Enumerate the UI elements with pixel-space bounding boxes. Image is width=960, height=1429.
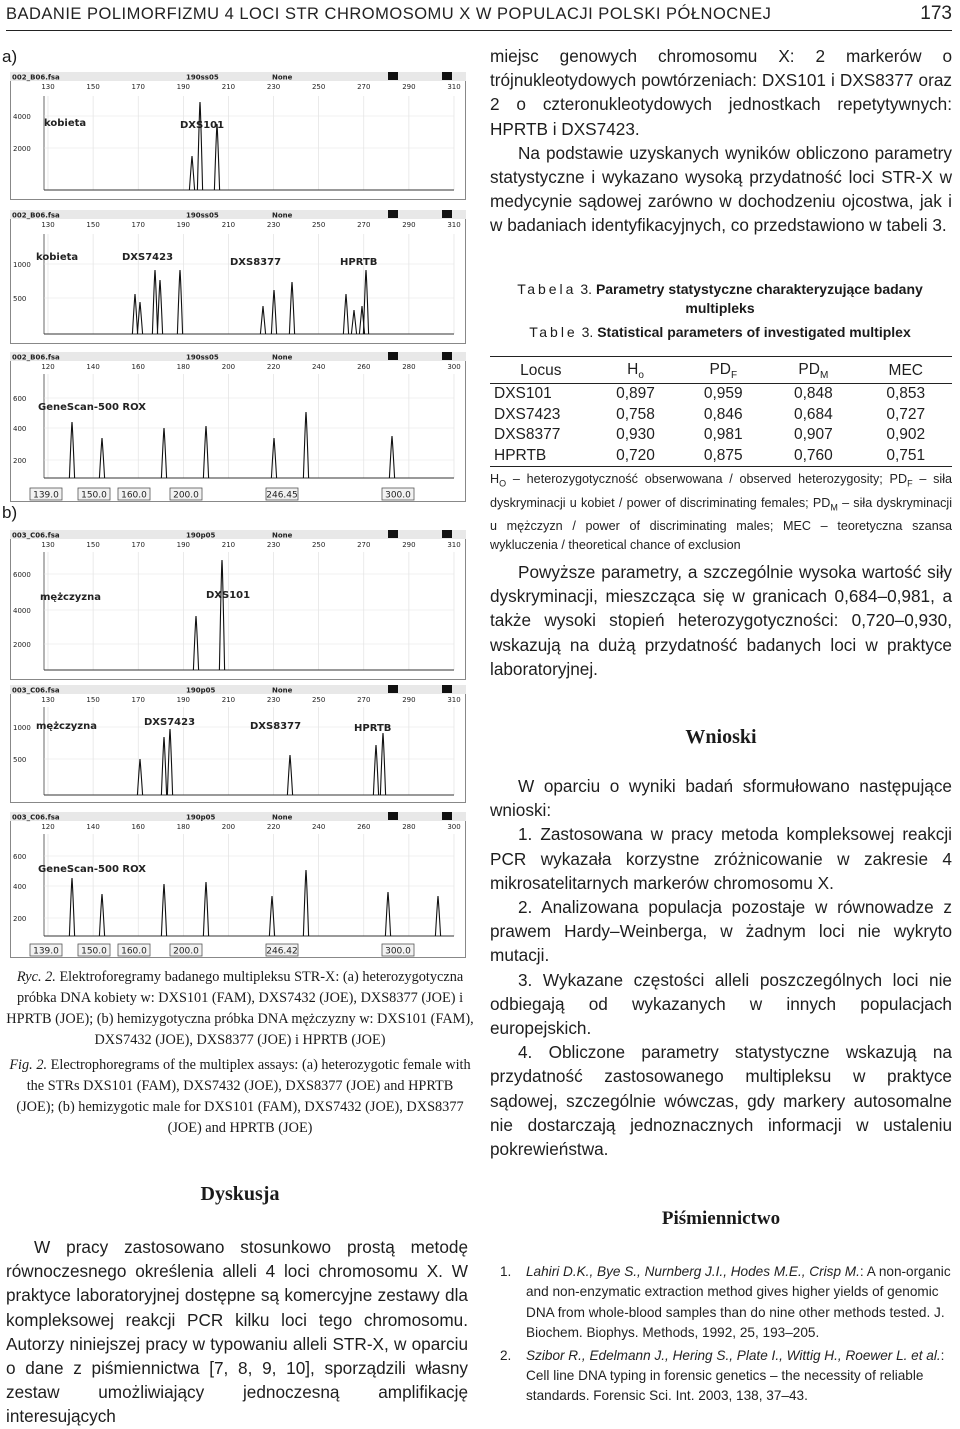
x-tick-label: 310 [447,541,461,549]
x-tick-label: 290 [402,221,416,229]
x-tick-label: 290 [402,541,416,549]
x-tick-label: 310 [447,83,461,91]
locus-label: DXS7423 [144,717,196,728]
page-header [6,0,952,31]
locus-label: GeneScan-500 ROX [38,864,146,875]
x-tick-label: 300 [447,363,461,371]
table-header-row [490,357,952,384]
y-tick-label: 200 [13,915,27,923]
y-tick-label: 600 [13,853,27,861]
panel-run-id: 190p05 [186,531,216,540]
y-tick-label: 400 [13,425,27,433]
y-tick-label: 1000 [13,261,31,269]
y-tick-label: 4000 [13,607,31,615]
x-tick-label: 310 [447,221,461,229]
locus-label: mężczyzna [36,721,97,732]
x-tick-label: 170 [131,221,145,229]
section-title-wnioski: Wnioski [685,726,757,748]
reference-list [494,1262,956,1409]
paragraph-statistics: Na podstawie uzyskanych wyników obliczono parametry statystyczne i wykazano wysoką przydatność loci STR-X w medycynie sądowej zarówno w dochodzeniu ojcostwa, jak i w badaniach identyfikacyjnych, co przedstawiono w tabeli 3. [490,142,952,236]
x-tick-label: 230 [266,83,281,91]
panel-frame [11,353,466,502]
list-item: 3. Wykazane częstości alleli poszczególnych loci nie odbiegają od wykazanych w innych populacjach europejskich. [490,969,952,1039]
section-title-references: Piśmiennictwo [661,1208,781,1229]
x-tick-label: 260 [357,363,371,371]
locus-label: HPRTB [354,723,392,734]
caption-pl-lead: Ryc. 2. [16,969,56,985]
fragment-size-label: 139.0 [33,490,59,501]
col-mec: MEC [860,357,952,384]
color-marker-square [442,530,452,538]
x-tick-label: 190 [176,83,191,91]
right-column-text [490,44,952,238]
x-tick-label: 140 [86,363,100,371]
panel-frame [11,686,466,803]
y-tick-label: 4000 [13,113,31,121]
locus-label: HPRTB [340,257,378,268]
color-marker-square [442,210,452,218]
locus-label: kobieta [36,252,79,263]
x-tick-label: 170 [131,83,145,91]
panel-run-id: 190p05 [186,813,216,822]
list-item: 4. Obliczone parametry statystyczne wskazują na przydatność zastosowanego multipleksu w praktyce sądowej, szczególnie wówczas, gdy markery autosomalne nie dostarczają jednoznacznych informacji w ustaleniu pokrewieństwa. [490,1042,952,1160]
caption-en-lead: Fig. 2. [9,1057,48,1073]
col-ho: $H_o$ [592,357,680,384]
x-tick-label: 150 [86,83,100,91]
locus-label: DXS7423 [122,252,174,263]
caption-pl-text: Elektroforegramy badanego multipleksu STR-X: (a) heterozygotyczna próbka DNA kobiety w: DXS101 (FAM), DXS7432 (JOE), DXS8377 (JOE) i HPRTB (JOE); (b) hemizygotyczna próbka DNA mężczyzny w: DXS101 (FAM), DXS7432 (JOE), DXS8377 (JOE) i HPRTB (JOE) [6,969,474,1048]
locus-label: DXS101 [180,120,225,131]
y-tick-label: 6000 [13,571,31,579]
col-locus: Locus [490,357,592,384]
reference-item: 2. Szibor R., Edelmann J., Hering S., Plate I., Wittig H., Roewer L. et al.: Cell line DNA typing in forensic genetics – the necessity of reliable standards. Forensic Sci. Int. 2003, 138, 37–43. [500,1347,945,1404]
y-tick-label: 400 [13,883,27,891]
x-tick-label: 310 [447,696,461,704]
x-tick-label: 200 [221,363,236,371]
x-tick-label: 250 [311,696,326,704]
fragment-size-label: 150.0 [81,946,107,957]
col-pdf: $PD_F$ [679,357,767,384]
page-number: 173 [920,3,952,24]
dyskusja-text: W pracy zastosowano stosunkowo prostą metodę równoczesnego określenia alleli 4 loci chromosomu X. W praktyce laboratoryjnej dostępne są komercyjne zestawy dla kompleksowej reakcji PCR kilku loci tego chromosomu. Autorzy niniejszej pracy w typowaniu alleli STR-X, w oparciu o dane z piśmiennictwa [7, 8, 9, 10], sporządzili własny zestaw umożliwiający jednoczesną amplifikację interesujących [6,1237,468,1427]
locus-label: DXS8377 [230,257,282,268]
section-title-dyskusja: Dyskusja [200,1183,280,1205]
x-tick-label: 300 [447,823,461,831]
color-marker-square [388,210,398,218]
paragraph-conclusion-stats: Powyższe parametry, a szczególnie wysoka wartość siły dyskryminacji, mieszcząca się w granicach 0,684–0,981, a także wysoki stopień heterozygotyczności: 0,720–0,930, wskazują na dużą przydatność badanych loci w praktyce laboratoryjnej. [490,562,952,679]
x-tick-label: 180 [176,363,191,371]
panel-frame [11,531,466,680]
x-tick-label: 180 [176,823,191,831]
electropherogram-panel [10,530,466,680]
panel-status: None [272,686,293,695]
x-tick-label: 120 [41,823,55,831]
table-row: DXS8377 0,930 0,981 0,907 0,902 [494,426,926,444]
x-tick-label: 270 [357,696,371,704]
x-tick-label: 210 [221,696,236,704]
x-tick-label: 270 [357,541,371,549]
x-tick-label: 290 [402,696,416,704]
x-tick-label: 140 [86,823,100,831]
x-tick-label: 210 [221,221,236,229]
locus-label: kobieta [44,118,87,129]
electropherogram-panel [10,352,466,502]
x-tick-label: 130 [41,221,55,229]
y-tick-label: 200 [13,457,27,465]
paragraph-markers: miejsc genowych chromosomu X: 2 markerów o trójnukleotydowych powtórzeniach: DXS101 i DXS8377 oraz 2 o czteronukleotydowych jednostkach repetytywnych: HPRTB i DXS7423. [490,46,952,139]
x-tick-label: 270 [357,221,371,229]
panel-status: None [272,211,293,220]
panel-run-id: 190p05 [186,686,216,695]
x-tick-label: 190 [176,221,191,229]
list-item: 1. Zastosowana w pracy metoda kompleksowej reakcji PCR wykazała korzystne zróżnicowanie w zakresie 4 mikrosatelitarnych markerów chromosomu X. [490,824,952,893]
table-row: HPRTB 0,720 0,875 0,760 0,751 [490,446,952,467]
x-tick-label: 120 [41,363,55,371]
panel-file-name: 002_B06.fsa [12,353,60,362]
fragment-size-label: 200.0 [173,946,199,957]
x-tick-label: 150 [86,541,100,549]
x-tick-label: 230 [266,221,281,229]
col-pdm: $PD_M$ [767,357,859,384]
fragment-size-label: 160.0 [121,490,147,501]
statistics-table [490,356,952,467]
x-tick-label: 160 [131,363,145,371]
x-tick-label: 270 [357,83,371,91]
table-title-pl: Tabela 3. Parametry statystyczne charakteryzujące badany multipleks [517,281,923,316]
x-tick-label: 150 [86,221,100,229]
panel-run-id: 190ss05 [186,211,219,220]
running-title: BADANIE POLIMORFIZMU 4 LOCI STR CHROMOSOMU X W POPULACJI POLSKI PÓŁNOCNEJ [6,5,772,23]
table-row: DXS7423 0,758 0,846 0,684 0,727 [494,405,926,423]
y-tick-label: 500 [13,756,27,764]
panel-file-name: 003_C06.fsa [12,531,60,540]
panel-status: None [272,73,293,82]
electropherogram-panel [10,72,466,200]
panel-run-id: 190ss05 [186,73,219,82]
color-marker-square [388,530,398,538]
panel-frame [11,73,466,200]
x-tick-label: 170 [131,541,145,549]
x-tick-label: 280 [402,363,416,371]
panel-file-name: 003_C06.fsa [12,813,60,822]
fragment-size-label: 246.42 [266,946,298,957]
fragment-size-label: 139.0 [33,946,59,957]
y-tick-label: 2000 [13,641,31,649]
electropherogram-panel [10,685,466,803]
color-marker-square [442,352,452,360]
x-tick-label: 130 [41,83,55,91]
x-tick-label: 160 [131,823,145,831]
color-marker-square [388,812,398,820]
fragment-size-label: 150.0 [81,490,107,501]
panel-file-name: 002_B06.fsa [12,73,60,82]
list-item: 2. Analizowana populacja pozostaje w równowadze z prawem Hardy–Weinberga, w żadnym loci nie wykryto mutacji. [490,897,952,966]
x-tick-label: 190 [176,696,191,704]
fragment-size-label: 246.45 [266,490,298,501]
color-marker-square [442,812,452,820]
color-marker-square [442,685,452,693]
locus-label: DXS8377 [250,721,302,732]
table-footnote: $H_O$ – heterozygotyczność obserwowana / observed heterozygosity; $PD_F$ – siła dyskryminacji u kobiet / power of discriminating females; $PD_M$ – siła dyskryminacji u mężczyzn / power of discriminating males; MEC – teoretyczna szansa wykluczenia / theoretical chance of exclusion [490,472,953,553]
panel-status: None [272,531,293,540]
x-tick-label: 190 [176,541,191,549]
x-tick-label: 250 [311,221,326,229]
electropherogram-panel [10,210,466,344]
fragment-size-label: 300.0 [385,946,411,957]
caption-en-text: Electrophoregrams of the multiplex assays: (a) heterozygotic female with the STRs DXS101 (FAM), DXS7432 (JOE), DXS8377 (JOE) and HPRTB (JOE); (b) hemizygotic male for DXS101 (FAM), DXS7432 (JOE), DXS8377 (JOE) and HPRTB (JOE) [16,1057,471,1136]
x-tick-label: 230 [266,696,281,704]
x-tick-label: 130 [41,696,55,704]
x-tick-label: 280 [402,823,416,831]
panel-frame [11,211,466,344]
locus-label: mężczyzna [40,592,101,603]
x-tick-label: 260 [357,823,371,831]
color-marker-square [442,72,452,80]
color-marker-square [388,685,398,693]
wnioski-list [490,774,952,1161]
locus-label: DXS101 [206,590,251,601]
x-tick-label: 220 [266,823,281,831]
x-tick-label: 210 [221,541,236,549]
reference-item: 1. Lahiri D.K., Bye S., Nurnberg J.I., Hodes M.E., Crisp M.: A non-organic and non-enzymatic extraction method gives higher yields of genomic DNA from whole-blood samples than do nine other methods tested. J. Biochem. Biophys. Methods, 1992, 25, 193–205. [500,1264,951,1341]
figure-label-a: a) [2,47,18,66]
x-tick-label: 200 [221,823,236,831]
table-title-en: Table 3. Statistical parameters of investigated multiplex [529,324,911,340]
x-tick-label: 240 [311,823,326,831]
locus-label: GeneScan-500 ROX [38,402,146,413]
panel-status: None [272,813,293,822]
dyskusja-paragraph [6,1235,468,1429]
x-tick-label: 130 [41,541,55,549]
x-tick-label: 210 [221,83,236,91]
figure-caption [6,967,474,1139]
x-tick-label: 150 [86,696,100,704]
y-tick-label: 1000 [13,724,31,732]
figure-label-b: b) [2,503,18,522]
table-row: DXS101 0,897 0,959 0,848 0,853 [494,385,926,403]
x-tick-label: 250 [311,541,326,549]
x-tick-label: 230 [266,541,281,549]
x-tick-label: 250 [311,83,326,91]
color-marker-square [388,72,398,80]
wnioski-intro: W oparciu o wyniki badań sformułowano następujące wnioski: [490,776,952,821]
y-tick-label: 2000 [13,145,31,153]
panel-file-name: 003_C06.fsa [12,686,60,695]
panel-status: None [272,353,293,362]
fragment-size-label: 160.0 [121,946,147,957]
panel-run-id: 190ss05 [186,353,219,362]
x-tick-label: 240 [311,363,326,371]
x-tick-label: 220 [266,363,281,371]
color-marker-square [388,352,398,360]
fragment-size-label: 300.0 [385,490,411,501]
x-tick-label: 290 [402,83,416,91]
x-tick-label: 170 [131,696,145,704]
fragment-size-label: 200.0 [173,490,199,501]
electropherogram-panel [10,812,466,958]
panel-file-name: 002_B06.fsa [12,211,60,220]
y-tick-label: 500 [13,295,27,303]
y-tick-label: 600 [13,395,27,403]
